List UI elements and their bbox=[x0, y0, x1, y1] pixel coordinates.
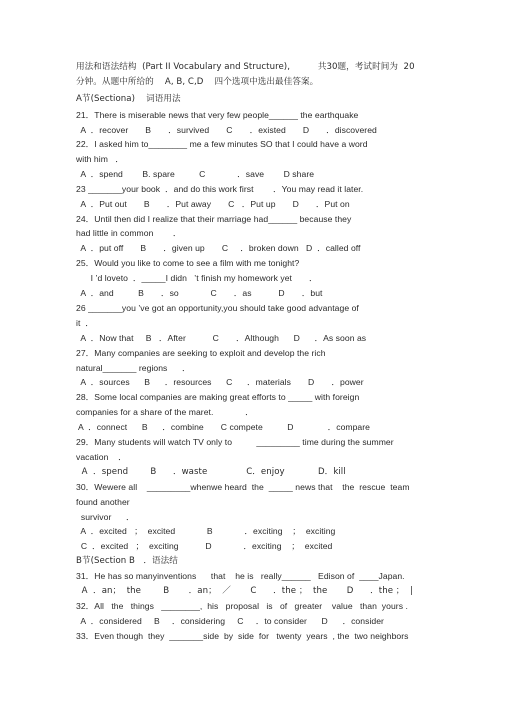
question-27-cont: natural_______ regions ． bbox=[76, 363, 191, 373]
options-24: A ．put off B ．given up C ．broken down D ．called off bbox=[76, 243, 361, 253]
question-25: 25．Would you like to come to see a film with me tonight? bbox=[76, 258, 300, 268]
question-31: 31．He has so manyinventions that he is really______ Edison of ____Japan. bbox=[76, 571, 405, 581]
question-27: 27．Many companies are seeking to exploit and develop the rich bbox=[76, 348, 326, 358]
question-33: 33．Even though they _______side by side for twenty years , the two neighbors bbox=[76, 631, 409, 641]
options-21: A ．recover B ．survived C ．existed D ．discovered bbox=[76, 125, 377, 135]
question-29: 29．Many students will watch TV only to _________ time during the summer bbox=[76, 437, 394, 447]
question-26-cont: it ． bbox=[76, 318, 94, 328]
section-b-title: B节(Section B ．语法结 bbox=[76, 556, 178, 566]
options-28: A ．connect B ．combine C compete D ．compare bbox=[76, 422, 371, 432]
options-22: A ．spend B. spare C ．save D share bbox=[76, 169, 315, 179]
question-29-cont: vacation ． bbox=[76, 452, 127, 462]
question-25-dialog: I ’d loveto ．_____I didn ’t finish my homework yet ． bbox=[76, 273, 318, 283]
question-24: 24．Until then did I realize that their marriage had______ because they bbox=[76, 214, 352, 224]
question-28-cont: companies for a share of the maret. ． bbox=[76, 407, 254, 417]
section-header-line: 用法和语法结构 (Part II Vocabulary and Structure), 共30题，考试时间为 20 bbox=[76, 62, 415, 72]
section-a-title: A节(Sectiona) 词语用法 bbox=[76, 94, 181, 104]
instructions-line: 分钟。从题中所给的 A, B, C,D 四个选项中选出最佳答案。 bbox=[76, 77, 319, 87]
options-32: A ．considered B ．considering C ．to consider D ．consider bbox=[76, 616, 384, 626]
question-28: 28．Some local companies are making great efforts to _____ with foreign bbox=[76, 392, 360, 402]
options-23: A ．Put out B ．Put away C ．Put up D ．Put on bbox=[76, 199, 350, 209]
options-30-ab: A ．excited ； excited B ．exciting ； exciting bbox=[76, 526, 336, 536]
options-26: A ．Now that B ．After C ．Although D ．As soon as bbox=[76, 333, 367, 343]
question-30-cont-2: survivor ． bbox=[76, 512, 135, 522]
options-25: A ．and B ．so C ．as D ．but bbox=[76, 288, 323, 298]
question-23: 23 _______your book ．and do this work first ．You may read it later. bbox=[76, 184, 364, 194]
options-29: A ．spend B ．waste C．enjoy D．kill bbox=[76, 467, 346, 477]
question-22: 22．I asked him to________ me a few minutes SO that I could have a word bbox=[76, 139, 368, 149]
options-30-cd: C ．excited ； exciting D ．exciting ； excited bbox=[76, 541, 333, 551]
question-26: 26 _______you ’ve got an opportunity,you should take good advantage of bbox=[76, 303, 359, 313]
question-32: 32．All the things ________, his proposal is of greater value than yours . bbox=[76, 601, 408, 611]
question-30-cont: found another bbox=[76, 497, 130, 507]
question-30: 30．Wewere all _________whenwe heard the _____ news that the rescue team bbox=[76, 482, 410, 492]
question-21: 21．There is miserable news that very few people______ the earthquake bbox=[76, 110, 359, 120]
options-31: A ．an； the B ．an； ／ C ．the ； the D ．the ； | bbox=[76, 586, 413, 596]
question-24-cont: had little in common ． bbox=[76, 228, 182, 238]
question-22-cont: with him ． bbox=[76, 154, 124, 164]
options-27: A ．sources B ．resources C ．materials D ．power bbox=[76, 377, 364, 387]
